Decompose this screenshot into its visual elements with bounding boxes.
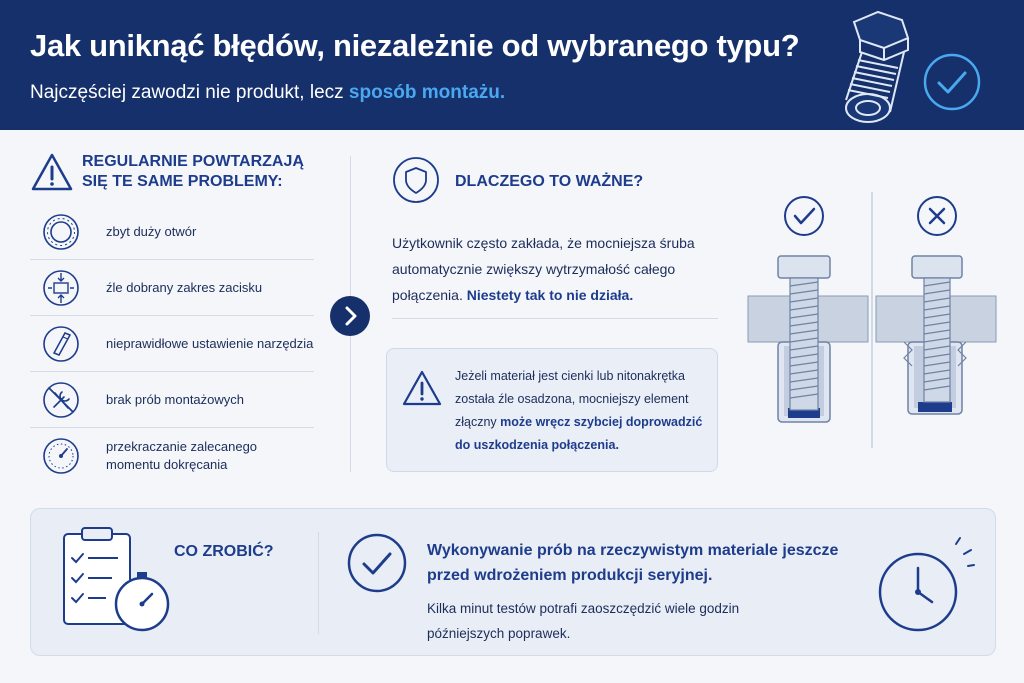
problem-label: przekraczanie zalecanego momentu dokręcania [106,439,258,472]
todo-title: CO ZROBIĆ? [174,543,274,560]
next-arrow-button[interactable] [330,296,370,336]
no-tools-icon [42,381,80,419]
problem-label: zbyt duży otwór [106,224,197,239]
bolt-comparison-illustration [744,186,1000,456]
page-title: Jak uniknąć błędów, niezależnie od wybranego typu? [30,28,800,63]
list-item [30,372,314,428]
problems-title: REGULARNIE POWTARZAJĄ SIĘ TE SAME PROBLEMY: [82,153,304,190]
problem-label: źle dobrany zakres zacisku [106,280,263,295]
checklist-stopwatch-icon [56,520,174,638]
panel-divider [318,532,319,634]
hole-icon [42,213,80,251]
why-title: DLACZEGO TO WAŻNE? [455,173,644,190]
check-circle-icon [922,52,982,112]
page-subtitle [30,82,505,104]
clock-icon [872,534,976,638]
header-banner [0,0,1024,130]
divider [392,318,718,319]
chevron-right-icon [330,296,370,336]
warning-box [386,348,718,472]
problem-label: nieprawidłowe ustawienie narzędzia [106,336,314,351]
list-item [30,316,314,372]
list-item [30,428,314,484]
todo-text: Kilka minut testów potrafi zaoszczędzić wiele godzin późniejszych poprawek. [427,601,740,641]
tool-icon [42,325,80,363]
shield-icon [392,156,440,204]
list-item [30,204,314,260]
warning-triangle-icon [30,152,74,192]
rivet-nut-icon [832,8,920,126]
check-circle-icon [346,532,408,594]
warning-triangle-icon [401,369,443,407]
problem-label: brak prób montażowych [106,392,245,407]
subtitle-text: Najczęściej zawodzi nie produkt, lecz [30,82,349,103]
subtitle-highlight: sposób montażu. [348,82,506,103]
why-paragraph: Użytkownik często zakłada, że mocniejsza śruba automatycznie zwiększy wytrzymałość całego połączenia. Niestety tak to nie działa. [392,235,695,303]
gauge-icon [42,437,80,475]
warning-text: Jeżeli materiał jest cienki lub nitonakrętka została źle osadzona, mocniejszy element złączny może wręcz szybciej doprowadzić do uszkodzenia połączenia. [455,369,703,452]
todo-headline: Wykonywanie prób na rzeczywistym materiale jeszcze przed wdrożeniem produkcji seryjnej. [427,542,839,584]
list-item [30,260,314,316]
clamp-range-icon [42,269,80,307]
